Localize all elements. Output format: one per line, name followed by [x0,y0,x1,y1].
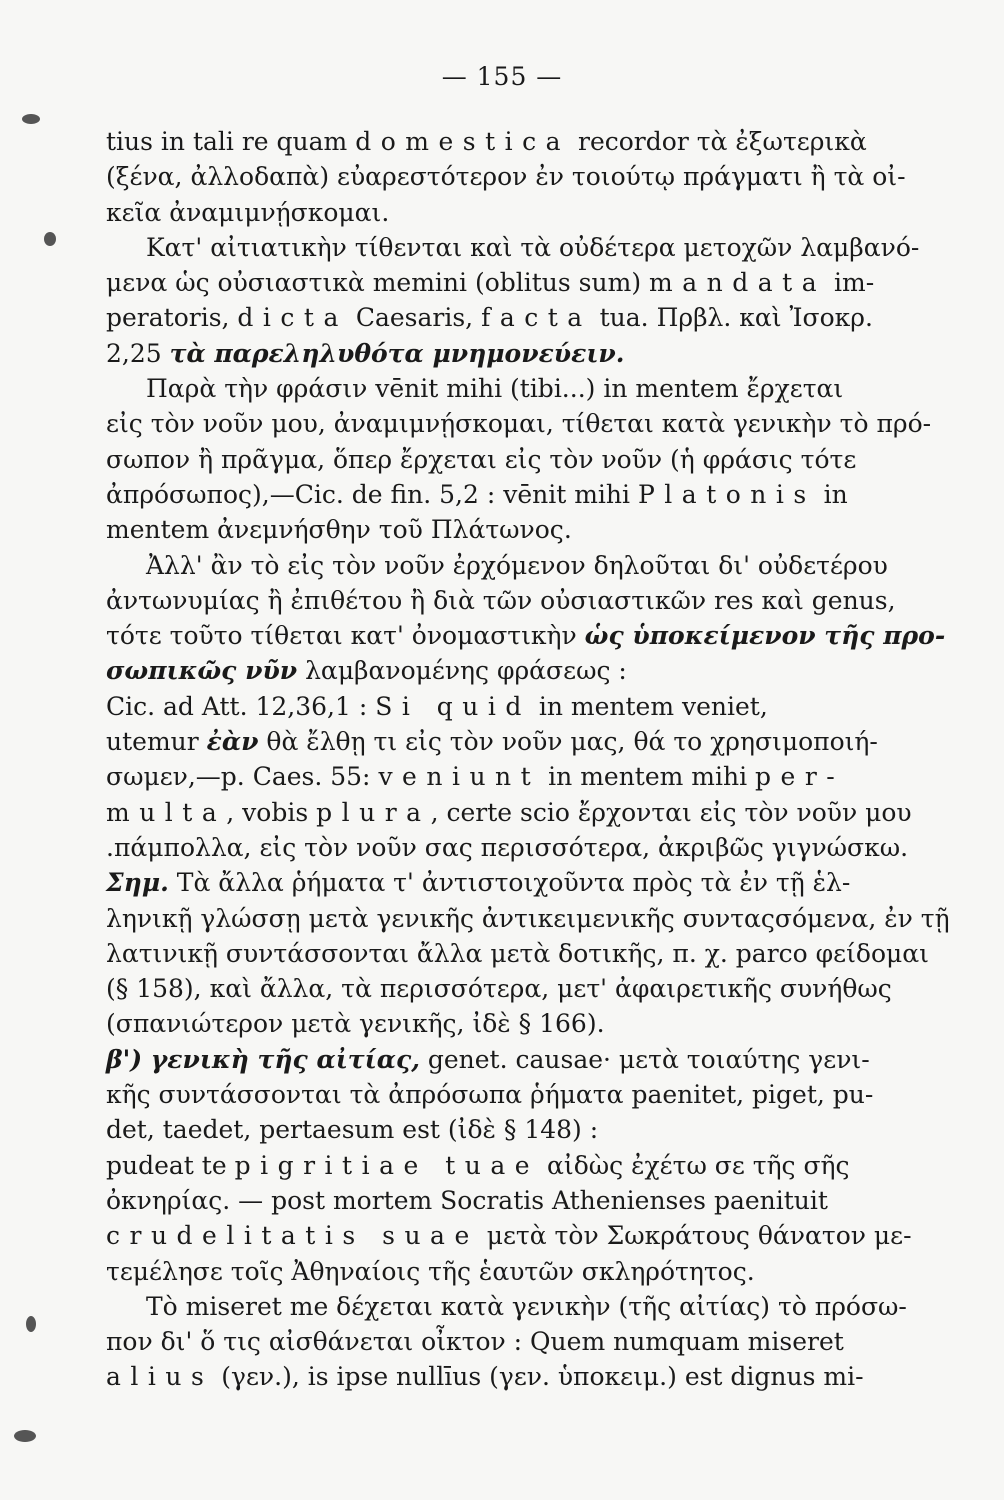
text-line [106,442,874,477]
scan-blot [44,232,56,246]
text-line [106,689,874,724]
text-line [106,1112,874,1147]
text-segment: dicta [237,303,348,333]
text-segment: mandata [649,268,827,298]
text-line [106,1289,907,1324]
scan-blot [14,1430,36,1442]
text-segment: τεμέλησε τοῖς Ἀθηναίοις τῆς ἑαυτῶν σκληρότητος. [106,1256,755,1286]
text-segment: per- [755,762,845,792]
text-segment: (ξένα, ἀλλοδαπὰ) εὐαρεστότερον ἐν τοιούτῳ πράγματι ἢ τὰ οἰ- [106,162,906,192]
text-segment: Τὰ ἄλλα ῥήματα τ' ἀντιστοιχοῦντα πρὸς τὰ ἐν τῇ ἑλ- [168,868,851,898]
text-segment: Cic. ad Att. 12,36,1 : [106,691,376,721]
text-segment: τότε τοῦτο τίθεται κατ' ὀνομαστικὴν [106,621,585,651]
body-text [106,124,950,1395]
text-line [106,1359,874,1394]
text-segment: Τὸ miseret me δέχεται κατὰ γενικὴν (τῆς αἰτίας) τὸ πρόσω- [146,1291,907,1321]
text-segment: (§ 158), καὶ ἄλλα, τὰ περισσότερα, μετ' ἀφαιρετικῆς συνήθως [106,974,892,1004]
text-line [106,936,929,971]
text-line [106,724,878,759]
text-segment: utemur [106,727,207,757]
text-segment: πον δι' ὅ τις αἰσθάνεται οἶκτον : Quem numquam miseret [106,1327,844,1357]
text-line [106,653,874,688]
text-segment: in mentem veniet, [530,691,768,721]
text-segment: Σημ. [106,868,169,898]
text-segment: σωπικῶς νῦν [106,656,298,686]
text-segment: ἀπρόσωπος),—Cic. de fin. 5,2 : vēnit mihi [106,479,638,509]
text-segment: β') γενικὴ τῆς αἰτίας, [106,1044,420,1074]
text-segment: Caesaris, [347,303,482,333]
text-segment: tua. Πρβλ. καὶ Ἰσοκρ. [591,303,873,333]
text-line [106,1183,874,1218]
text-segment: in [815,479,848,509]
text-segment: veniunt [378,762,541,792]
text-segment: in mentem mihi [540,762,756,792]
text-line [106,1006,874,1041]
text-line [106,159,906,194]
page-number: — 155 — [441,62,563,91]
text-line [106,618,946,653]
text-line [106,901,950,936]
text-segment: Κατ' αἰτιατικὴν τίθενται καὶ τὰ οὐδέτερα μετοχῶν λαμβανό- [146,232,920,262]
text-segment: genet. causae· μετὰ τοιαύτης γενι- [419,1044,870,1074]
text-segment: pudeat te [106,1150,235,1180]
text-segment: σωπον ἢ πρᾶγμα, ὅπερ ἔρχεται εἰς τὸν νοῦν (ἡ φράσις τότε [106,444,857,474]
text-segment: λαμβανομένης φράσεως : [297,656,627,686]
text-segment: μετὰ τὸν Σωκράτους θάνατον με- [478,1221,912,1251]
text-segment: λατινικῇ συντάσσονται ἄλλα μετὰ δοτικῆς, π. χ. parco φείδομαι [106,938,929,968]
text-segment: 2,25 [106,338,170,368]
text-segment: ἀντωνυμίας ἢ ἐπιθέτου ἢ διὰ τῶν οὐσιαστικῶν res καὶ genus, [106,585,896,615]
text-segment: alius [106,1362,214,1392]
text-segment: εἰς τὸν νοῦν μου, ἀναμιμνῄσκομαι, τίθεται κατὰ γενικὴν τὸ πρό- [106,409,932,439]
text-segment: Si quid [375,691,531,721]
text-line [106,371,874,406]
text-segment: αἰδὼς ἐχέτω σε τῆς σῆς [539,1150,850,1180]
text-line [106,1218,912,1253]
scan-blot [22,114,40,124]
text-segment: crudelitatis suae [106,1221,479,1251]
text-segment: ὀκνηρίας. — post mortem Socratis Athenienses paenituit [106,1185,828,1215]
text-segment: ὡς ὑποκείμενον τῆς προ- [584,621,946,651]
text-segment: pigritiae tuae [234,1150,540,1180]
text-line [106,300,874,335]
text-segment: τὰ παρεληλυθότα μνημονεύειν. [169,338,625,368]
text-segment: Platonis [637,479,816,509]
text-line [106,795,912,830]
text-segment: , vobis [226,797,317,827]
scan-blot [26,1316,36,1332]
text-line [106,548,888,583]
text-segment: , certe scio ἔρχονται εἰς τὸν νοῦν μου [430,797,912,827]
text-line [106,336,874,371]
text-segment: μενα ὡς οὐσιαστικὰ memini (oblitus sum) [106,268,650,298]
text-line [106,477,874,512]
text-line [106,865,874,900]
text-line [106,971,892,1006]
text-segment: Ἀλλ' ἂν τὸ εἰς τὸν νοῦν ἐρχόμενον δηλοῦται δι' οὐδετέρου [146,550,888,580]
text-segment: θὰ ἔλθῃ τι εἰς τὸν νοῦν μας, θά το χρησιμοποιή- [258,727,878,757]
text-segment: tius in tali re quam [106,127,356,156]
text-segment: κῆς συντάσσονται τὰ ἀπρόσωπα ῥήματα paenitet, piget, pu- [106,1080,874,1110]
text-segment: det, taedet, pertaesum est (ἰδὲ § 148) : [106,1115,599,1145]
text-segment: ἐὰν [206,727,259,757]
text-segment: σωμεν,—p. Caes. 55: [106,762,379,792]
text-segment: facta [481,303,592,333]
text-segment: multa [106,797,227,827]
text-line [106,583,896,618]
text-segment: κεῖα ἀναμιμνῄσκομαι. [106,197,390,227]
text-line [106,1077,874,1112]
text-segment: (γεν.), is ipse nullīus (γεν. ὑποκειμ.) est dignus mi- [213,1362,864,1392]
text-line [106,1042,874,1077]
text-segment: ληνικῇ γλώσσῃ μετὰ γενικῆς ἀντικειμενικῆς συνταςσόμενα, ἐν τῇ [106,903,950,933]
text-line [106,830,909,865]
text-line [106,406,932,441]
text-segment: Παρὰ τὴν φράσιν vēnit mihi (tibi...) in mentem ἔρχεται [146,374,844,404]
text-line [106,512,874,547]
text-segment: plura [316,797,431,827]
text-segment: recordor τὰ ἐξωτερικὰ [570,127,867,156]
text-segment: im- [826,268,875,298]
text-segment: (σπανιώτερον μετὰ γενικῆς, ἰδὲ § 166). [106,1009,605,1039]
text-segment: .πάμπολλα, εἰς τὸν νοῦν σας περισσότερα, ἀκριβῶς γιγνώσκω. [106,832,909,862]
text-line [106,759,874,794]
text-line [106,230,920,265]
text-line [106,195,874,230]
text-segment: domestica [355,127,571,156]
text-line [106,1148,874,1183]
text-line [106,265,874,300]
text-segment: peratoris, [106,303,238,333]
text-segment: mentem ἀνεμνήσθην τοῦ Πλάτωνος. [106,515,572,545]
text-line [106,124,874,159]
text-line [106,1324,874,1359]
text-line [106,1254,874,1289]
